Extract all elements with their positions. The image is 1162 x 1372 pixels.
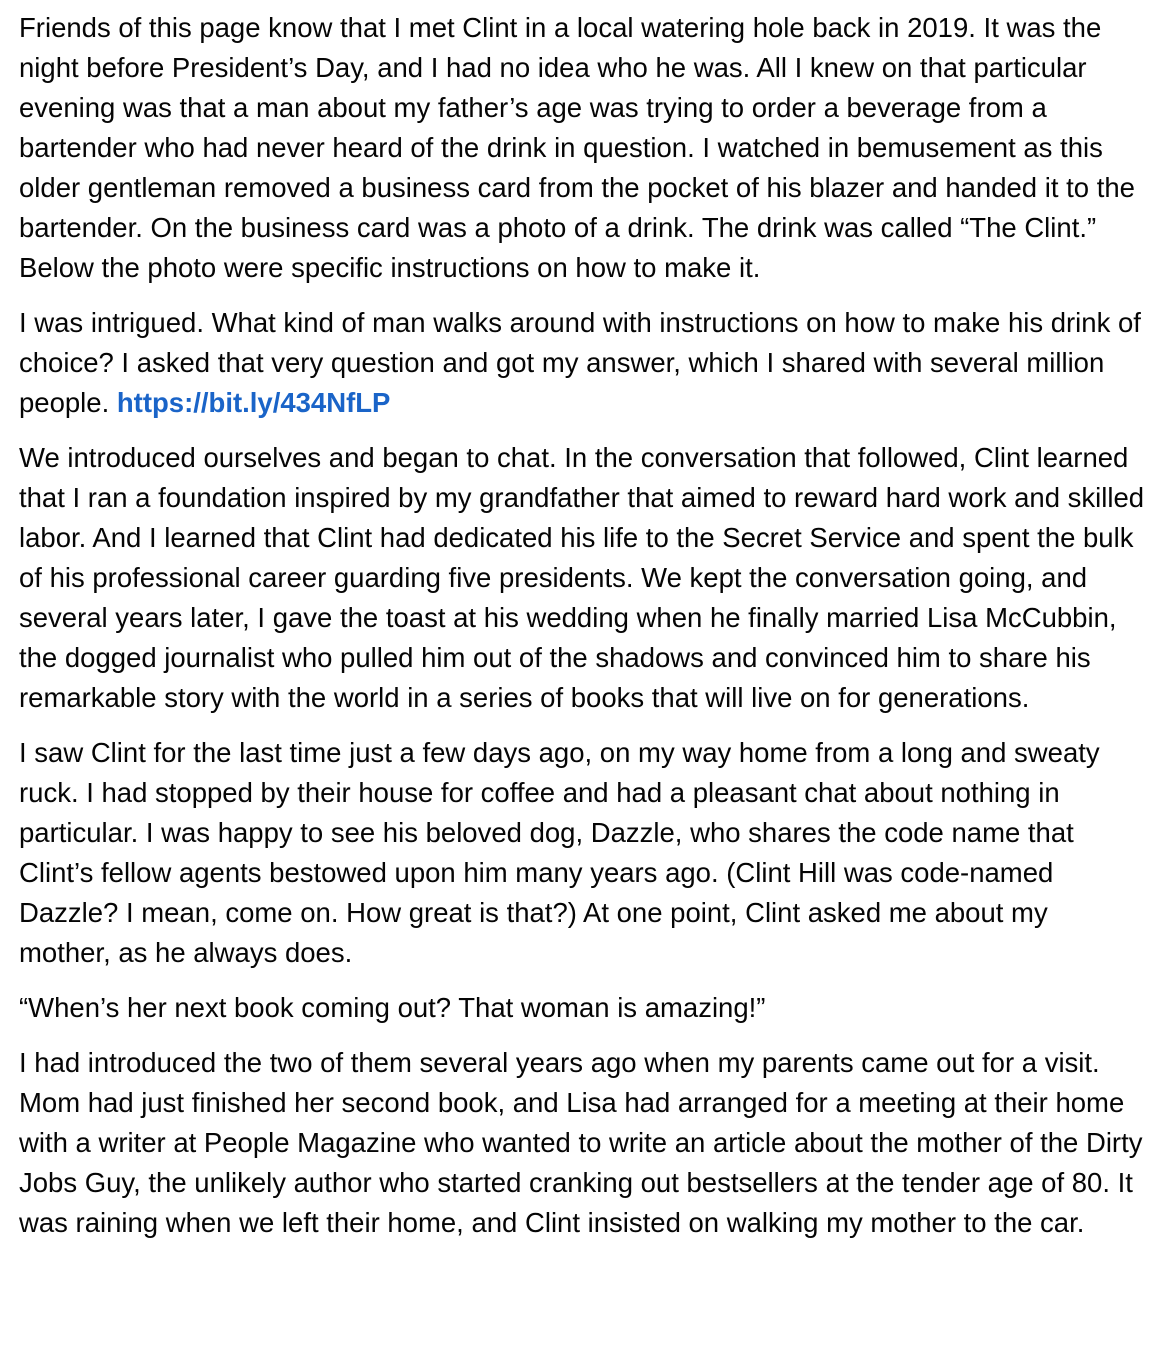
paragraph-text: I had introduced the two of them several years ago when my parents came out for a visit. Mom had just finished her second book, and Lisa had arranged for a meeting at their home with a writer at People Magazine who wanted to write an article about the mother of the Dirty Jobs Guy, the unlikely author who started cranking out bestsellers at the tender age of 80. It was raining when we left their home, and Clint insisted on walking my mother to the car. <box>19 1047 1143 1238</box>
paragraph-text: We introduced ourselves and began to chat. In the conversation that followed, Clint learned that I ran a foundation inspired by my grandfather that aimed to reward hard work and skilled labor. And I learned that Clint had dedicated his life to the Secret Service and spent the bulk of his professional career guarding five presidents. We kept the conversation going, and several years later, I gave the toast at his wedding when he finally married Lisa McCubbin, the dogged journalist who pulled him out of the shadows and convinced him to share his remarkable story with the world in a series of books that will live on for generations. <box>19 442 1145 713</box>
paragraph-text: I was intrigued. What kind of man walks around with instructions on how to make his drink of choice? I asked that very question and got my answer, which I shared with several million people. <box>19 307 1141 418</box>
paragraph-text: Friends of this page know that I met Clint in a local watering hole back in 2019. It was the night before President’s Day, and I had no idea who he was. All I knew on that particular evening was that a man about my father’s age was trying to order a beverage from a bartender who had never heard of the drink in question. I watched in bemusement as this older gentleman removed a business card from the pocket of his blazer and handed it to the bartender. On the business card was a photo of a drink. The drink was called “The Clint.” Below the photo were specific instructions on how to make it. <box>19 12 1135 283</box>
bitly-link[interactable]: https://bit.ly/434NfLP <box>116 387 391 418</box>
post-paragraph-3 <box>19 438 1146 718</box>
paragraph-text: “When’s her next book coming out? That woman is amazing!” <box>19 992 766 1023</box>
post-paragraph-1 <box>19 8 1146 288</box>
paragraph-text: I saw Clint for the last time just a few days ago, on my way home from a long and sweaty ruck. I had stopped by their house for coffee and had a pleasant chat about nothing in particular. I was happy to see his beloved dog, Dazzle, who shares the code name that Clint’s fellow agents bestowed upon him many years ago. (Clint Hill was code-named Dazzle? I mean, come on. How great is that?) At one point, Clint asked me about my mother, as he always does. <box>19 737 1100 968</box>
post-paragraph-2 <box>19 303 1146 423</box>
post-paragraph-4 <box>19 733 1146 973</box>
post-paragraph-6 <box>19 1043 1146 1243</box>
post-paragraph-5 <box>19 988 1146 1028</box>
